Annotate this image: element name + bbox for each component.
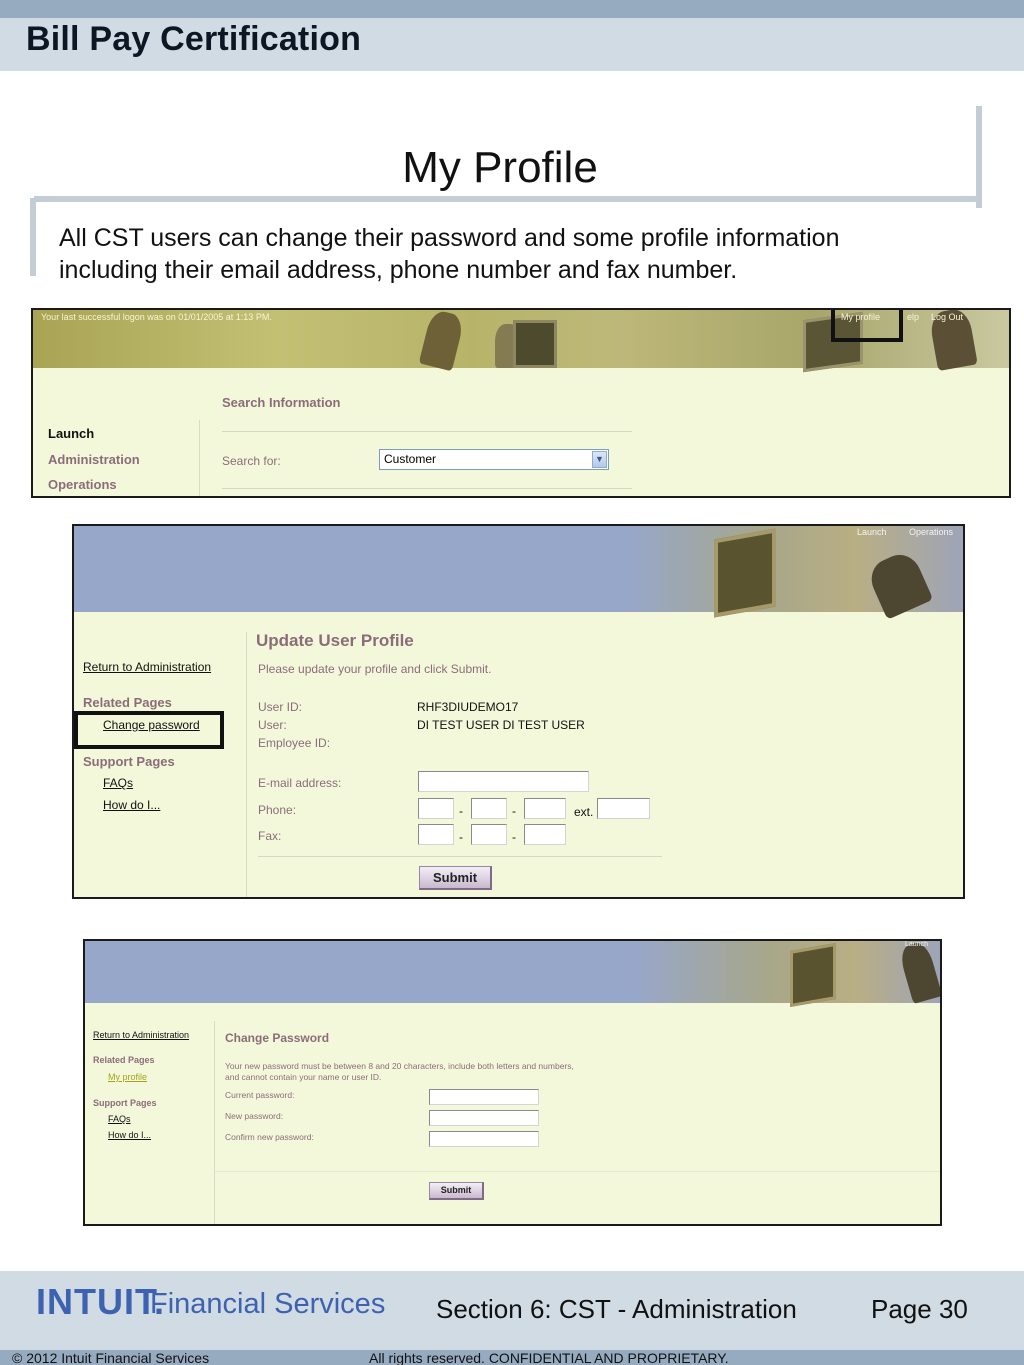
related-pages-heading: Related Pages xyxy=(93,1055,155,1065)
divider xyxy=(222,488,632,489)
phone-line-field[interactable] xyxy=(524,798,566,819)
help-link[interactable]: elp xyxy=(907,312,920,322)
search-for-select[interactable] xyxy=(379,449,609,470)
change-password-heading: Change Password xyxy=(225,1031,330,1045)
update-profile-instruction: Please update your profile and click Submit. xyxy=(258,662,492,676)
launch-link[interactable]: Launch xyxy=(905,941,928,948)
header-stripe xyxy=(0,0,1024,18)
return-to-administration-link[interactable]: Return to Administration xyxy=(83,660,212,674)
intuit-logo: INTUIT. xyxy=(36,1281,165,1322)
search-for-value: Customer xyxy=(384,452,437,466)
related-pages-heading: Related Pages xyxy=(83,695,172,710)
financial-services-logo-text: Financial Services xyxy=(150,1288,386,1320)
callout-box xyxy=(74,711,224,749)
banner-figure xyxy=(865,548,933,619)
banner-door xyxy=(790,943,836,1007)
nav-operations[interactable]: Operations xyxy=(48,477,117,492)
new-password-field[interactable] xyxy=(429,1110,539,1126)
how-do-i-link[interactable]: How do I... xyxy=(108,1130,152,1140)
user-label: User: xyxy=(258,718,287,732)
copyright-text: © 2012 Intuit Financial Services xyxy=(12,1350,210,1365)
sidebar-divider xyxy=(214,1021,215,1226)
user-id-value: RHF3DIUDEMO17 xyxy=(417,700,519,714)
current-password-label: Current password: xyxy=(225,1090,295,1100)
faqs-link[interactable]: FAQs xyxy=(108,1114,131,1124)
user-id-label: User ID: xyxy=(258,700,303,714)
divider xyxy=(215,1171,940,1172)
screenshot-home xyxy=(31,308,1011,498)
banner-figure xyxy=(898,940,942,1004)
new-password-label: New password: xyxy=(225,1111,284,1121)
change-password-instruction: Your new password must be between 8 and 20 characters, include both letters and numbers, and cannot contain your name or user ID. xyxy=(225,1061,574,1082)
email-label: E-mail address: xyxy=(258,776,342,790)
submit-button[interactable]: Submit xyxy=(419,866,492,890)
fax-prefix-field[interactable] xyxy=(471,824,507,845)
support-pages-heading: Support Pages xyxy=(93,1098,157,1108)
phone-label: Phone: xyxy=(258,803,297,817)
frame-left-border xyxy=(30,198,36,276)
fax-label: Fax: xyxy=(258,829,282,843)
fax-dash: - xyxy=(512,830,516,844)
confirm-password-label: Confirm new password: xyxy=(225,1132,314,1142)
current-password-field[interactable] xyxy=(429,1089,539,1105)
fax-area-field[interactable] xyxy=(418,824,454,845)
banner-door xyxy=(714,529,776,618)
launch-link[interactable]: Launch xyxy=(857,527,887,537)
phone-ext-field[interactable] xyxy=(597,798,650,819)
log-out-link[interactable]: Log Out xyxy=(931,312,964,322)
page-heading: My Profile xyxy=(402,143,598,192)
fax-dash: - xyxy=(459,830,463,844)
email-field[interactable] xyxy=(418,771,589,792)
screenshot-update-profile xyxy=(72,524,965,899)
employee-id-label: Employee ID: xyxy=(258,736,331,750)
fax-line-field[interactable] xyxy=(524,824,566,845)
rights-text: All rights reserved. CONFIDENTIAL AND PROPRIETARY. xyxy=(369,1350,729,1365)
page-number: Page 30 xyxy=(871,1294,968,1324)
chevron-down-icon[interactable]: ▼ xyxy=(592,451,607,468)
search-heading: Search Information xyxy=(222,395,341,410)
phone-dash: - xyxy=(459,804,463,818)
divider xyxy=(222,431,632,432)
screenshot-change-password xyxy=(83,939,942,1226)
support-pages-heading: Support Pages xyxy=(83,754,175,769)
app-banner xyxy=(74,526,963,612)
change-password-link[interactable]: Change password xyxy=(103,718,200,732)
sidebar-divider xyxy=(199,420,200,498)
update-profile-heading: Update User Profile xyxy=(256,631,414,650)
user-value: DI TEST USER DI TEST USER xyxy=(417,718,585,732)
callout-box xyxy=(831,308,903,342)
intro-text: All CST users can change their password and some profile information including their email address, phone number and fax number. xyxy=(59,224,840,284)
frame-bottom-border xyxy=(34,196,982,202)
return-to-administration-link[interactable]: Return to Administration xyxy=(93,1030,190,1040)
faqs-link[interactable]: FAQs xyxy=(103,776,134,790)
ext-label: ext. xyxy=(574,805,594,819)
how-do-i-link[interactable]: How do I... xyxy=(103,798,161,812)
phone-area-field[interactable] xyxy=(418,798,454,819)
banner-figure xyxy=(419,309,466,372)
app-banner xyxy=(33,310,1009,368)
banner-door xyxy=(513,320,557,368)
slide-title: Bill Pay Certification xyxy=(26,20,362,58)
sidebar-divider xyxy=(246,632,247,899)
submit-button[interactable]: Submit xyxy=(429,1182,484,1200)
search-for-label: Search for: xyxy=(222,454,281,468)
operations-link[interactable]: Operations xyxy=(909,527,954,537)
my-profile-link[interactable]: My profile xyxy=(841,312,881,322)
nav-launch[interactable]: Launch xyxy=(48,426,95,441)
nav-administration[interactable]: Administration xyxy=(48,452,140,467)
last-logon-text: Your last successful logon was on 01/01/2005 at 1:13 PM. xyxy=(41,312,272,322)
app-banner xyxy=(85,941,940,1003)
phone-dash: - xyxy=(512,804,516,818)
confirm-password-field[interactable] xyxy=(429,1131,539,1147)
my-profile-link[interactable]: My profile xyxy=(108,1072,148,1082)
section-label: Section 6: CST - Administration xyxy=(436,1294,797,1324)
divider xyxy=(258,856,662,857)
phone-prefix-field[interactable] xyxy=(471,798,507,819)
